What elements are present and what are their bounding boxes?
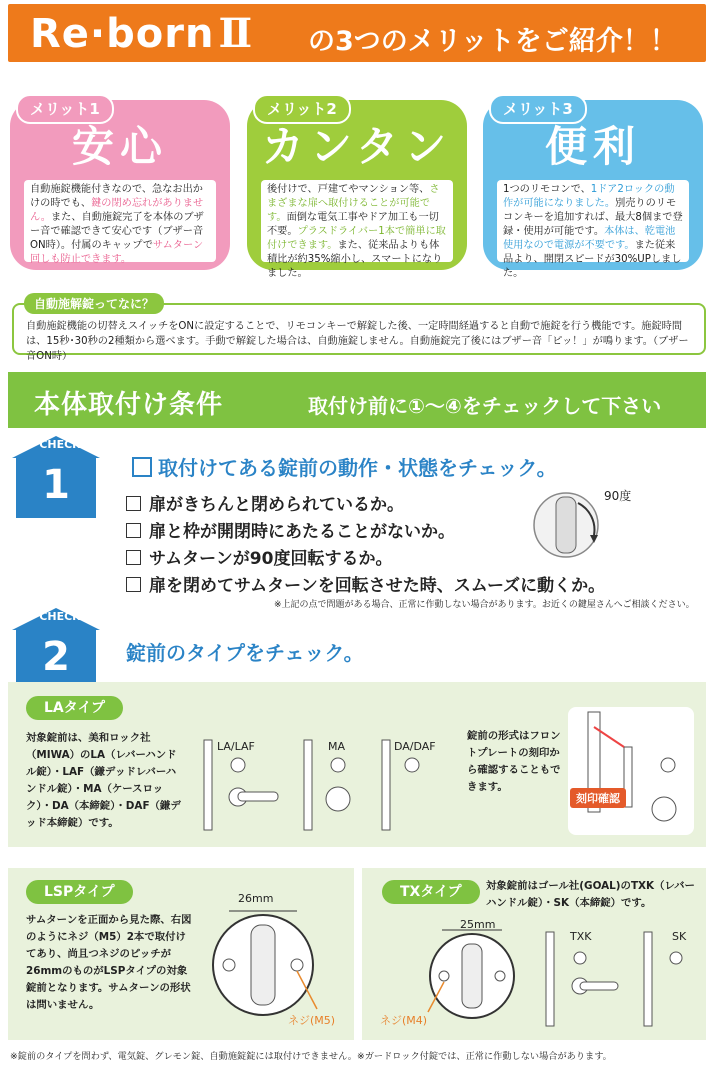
la-locks-diagram (198, 735, 448, 835)
merit-tag: メリット3 (489, 94, 587, 124)
checkbox-icon (126, 523, 141, 538)
engrave-text: 錠前の形式はフロントプレートの刻印から確認することもできます。 (467, 730, 561, 793)
lsp-thumbturn-diagram (205, 905, 325, 1025)
merit-title: カンタン (261, 122, 453, 171)
check1-item: サムターンが90度回転するか。 (126, 544, 392, 569)
la-type-description: 対象錠前は、美和ロック社（MIWA）のLA（レバーハンドル錠）・LAF（鎌デッドレバーハンドル錠）・MA（ケースロック）・DA（本締錠）・DAF（鎌デッド本締錠）です。 (26, 732, 181, 829)
lock-label: SK (672, 930, 687, 943)
merit-tag: メリット2 (253, 94, 351, 124)
merit-card-2 (247, 100, 467, 279)
conditions-subtitle: 取付け前に①～④をチェックして下さい (308, 394, 662, 418)
conditions-banner (8, 372, 706, 428)
tx-pitch: 25mm (460, 918, 496, 931)
tx-screw-label: ネジ(M4) (380, 1014, 428, 1027)
checkbox-checked-icon (132, 457, 152, 477)
check1-note: ※上記の点で問題がある場合、正常に作動しない場合があります。お近くの鍵屋さんへご相談ください。 (274, 600, 695, 610)
check1-item: 扉を閉めてサムターンを回転させた時、スムーズに動くか。 (126, 571, 605, 596)
conditions-title: 本体取付け条件 (34, 390, 224, 420)
merit-tag: メリット1 (16, 94, 114, 124)
tx-locks-diagram (540, 930, 700, 1030)
brand-logo: Re·born Ⅱ (30, 10, 254, 57)
checkbox-icon (126, 496, 141, 511)
tx-type-pill: TXタイプ (382, 880, 480, 904)
header-banner (8, 4, 706, 62)
check2-badge: CHECK 2 (12, 608, 100, 690)
lock-label: DA/DAF (394, 740, 436, 753)
check1-title: 取付けてある錠前の動作・状態をチェック。 (132, 452, 557, 481)
merit-title: 便利 (544, 122, 641, 171)
auto-lock-description: 自動施錠機能の切替えスイッチをONに設定することで、リモコンキーで解錠した後、一定時間経過すると自動で施錠を行う機能です。施錠時間は、15秒･30秒の2種類から選べます。手動で解錠した場合は、自動施錠しません。自動施錠完了後にはブザー音「ピッ！」が鳴ります。（ブザー音ON時） (26, 321, 689, 362)
header-headline: の3つのメリットをご紹介！！ (308, 26, 677, 57)
merit-body: 1つのリモコンで、1ドア2ロックの動作が可能になりました。別売りのリモコンキーを追加すれば、最大8個まで登録・使用が可能です。本体は、乾電池使用なので電源が不要です。また従来品より、開閉スピードが30%UPしました。 (497, 180, 689, 262)
auto-lock-title: 自動施解錠ってなに？ (24, 293, 164, 314)
engrave-badge: 刻印確認 (570, 788, 626, 808)
la-type-pill: LAタイプ (26, 696, 123, 720)
check1-item: 扉と枠が開閉時にあたることがないか。 (126, 517, 455, 542)
lsp-type-pill: LSPタイプ (26, 880, 133, 904)
lock-label: TXK (570, 930, 592, 943)
lsp-type-description: サムターンを正面から見た際、右図のようにネジ（M5）2本で取付けてあり、尚且つネジのピッチが26mmのものがLSPタイプの対象錠前となります。サムターンの形状は問いません。 (26, 914, 192, 1011)
tx-thumbturn-diagram (422, 926, 532, 1026)
checkbox-icon (126, 577, 141, 592)
merit-body: 後付けで、戸建てやマンション等、さまざまな扉へ取付けることが可能です。面倒な電気工事やドア加工も一切不要。プラスドライバー1本で簡単に取付けできます。また、従来品よりも体積比が約35%縮小し、スマートになりました。 (261, 180, 453, 262)
engrave-diagram (568, 707, 694, 835)
lock-label: LA/LAF (217, 740, 255, 753)
check2-title: 錠前のタイプをチェック。 (126, 641, 364, 665)
check1-badge: CHECK 1 (12, 436, 100, 518)
angle-label: 90度 (604, 489, 632, 503)
merit-card-1 (10, 100, 230, 270)
check1-item: 扉がきちんと閉められているか。 (126, 490, 404, 515)
auto-lock-box (12, 297, 706, 362)
merit-title: 安心 (71, 122, 168, 171)
merit-card-3 (483, 100, 703, 279)
footer-note: ※錠前のタイプを問わず、電気錠、グレモン錠、自動施錠錠には取付けできません。※ガードロック付錠では、正常に作動しない場合があります。 (10, 1051, 612, 1062)
merit-body: 自動施錠機能付きなので、急なお出かけの時でも、鍵の閉め忘れがありません。また、自動施錠完了を本体のブザー音で確認できて安心です（ブザー音ON時）。付属のキャップでサムターン回しも防止できます。 (24, 180, 216, 262)
lsp-screw-label: ネジ(M5) (288, 1014, 336, 1027)
lock-label: MA (328, 740, 346, 753)
lsp-pitch: 26mm (238, 892, 274, 905)
checkbox-icon (126, 550, 141, 565)
tx-type-description: 対象錠前はゴール社(GOAL)のTXK（レバーハンドル錠）・SK（本締錠）です。 (486, 880, 695, 909)
